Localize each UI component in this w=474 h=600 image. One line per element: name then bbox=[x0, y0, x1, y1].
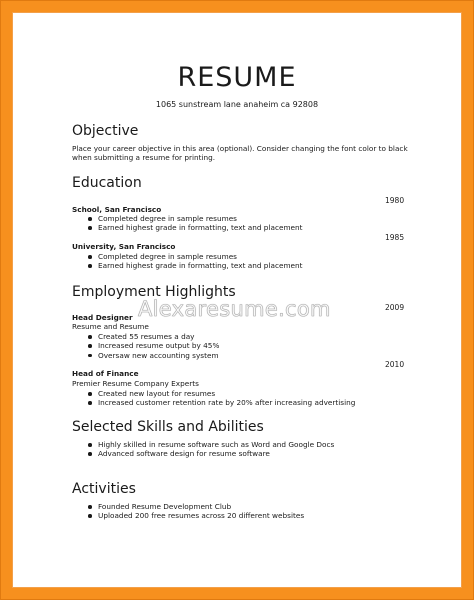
list-item: Earned highest grade in formatting, text and placement bbox=[86, 261, 303, 270]
list-item: Created new layout for resumes bbox=[86, 389, 355, 398]
activities-heading: Activities bbox=[72, 481, 136, 497]
employment-role-1: Head Designer bbox=[72, 313, 133, 322]
education-bullets-2 bbox=[86, 252, 303, 271]
employment-role-2: Head of Finance bbox=[72, 369, 139, 378]
objective-heading: Objective bbox=[72, 123, 139, 139]
skills-bullets bbox=[86, 440, 334, 459]
list-item: Advanced software design for resume software bbox=[86, 449, 334, 458]
watermark: Alexaresume.com bbox=[138, 297, 331, 321]
education-bullets-1 bbox=[86, 214, 303, 233]
education-year-2: 1985 bbox=[385, 233, 405, 242]
employment-year-1: 2009 bbox=[385, 303, 405, 312]
list-item: Founded Resume Development Club bbox=[86, 502, 304, 511]
education-year-1: 1980 bbox=[385, 196, 405, 205]
list-item: Increased customer retention rate by 20% after increasing advertising bbox=[86, 398, 355, 407]
list-item: Highly skilled in resume software such as Word and Google Docs bbox=[86, 440, 334, 449]
employment-bullets-1 bbox=[86, 332, 219, 360]
address-line: 1065 sunstream lane anaheim ca 92808 bbox=[155, 100, 319, 109]
objective-text-line2: when submitting a resume for printing. bbox=[72, 153, 216, 162]
list-item: Oversaw new accounting system bbox=[86, 351, 219, 360]
education-school-1: School, San Francisco bbox=[72, 205, 162, 214]
list-item: Created 55 resumes a day bbox=[86, 332, 219, 341]
employment-company-1: Resume and Resume bbox=[72, 322, 149, 331]
list-item: Completed degree in sample resumes bbox=[86, 252, 303, 261]
education-heading: Education bbox=[72, 175, 142, 191]
skills-heading: Selected Skills and Abilities bbox=[72, 419, 264, 435]
objective-text-line1: Place your career objective in this area (optional). Consider changing the font color to black bbox=[72, 144, 408, 153]
activities-bullets bbox=[86, 502, 304, 521]
list-item: Increased resume output by 45% bbox=[86, 341, 219, 350]
resume-title: RESUME bbox=[177, 62, 297, 93]
list-item: Uploaded 200 free resumes across 20 different websites bbox=[86, 511, 304, 520]
employment-year-2: 2010 bbox=[385, 360, 405, 369]
list-item: Completed degree in sample resumes bbox=[86, 214, 303, 223]
list-item: Earned highest grade in formatting, text and placement bbox=[86, 223, 303, 232]
employment-heading: Employment Highlights bbox=[72, 284, 236, 300]
employment-company-2: Premier Resume Company Experts bbox=[72, 379, 199, 388]
education-school-2: University, San Francisco bbox=[72, 242, 176, 251]
employment-bullets-2 bbox=[86, 389, 355, 408]
